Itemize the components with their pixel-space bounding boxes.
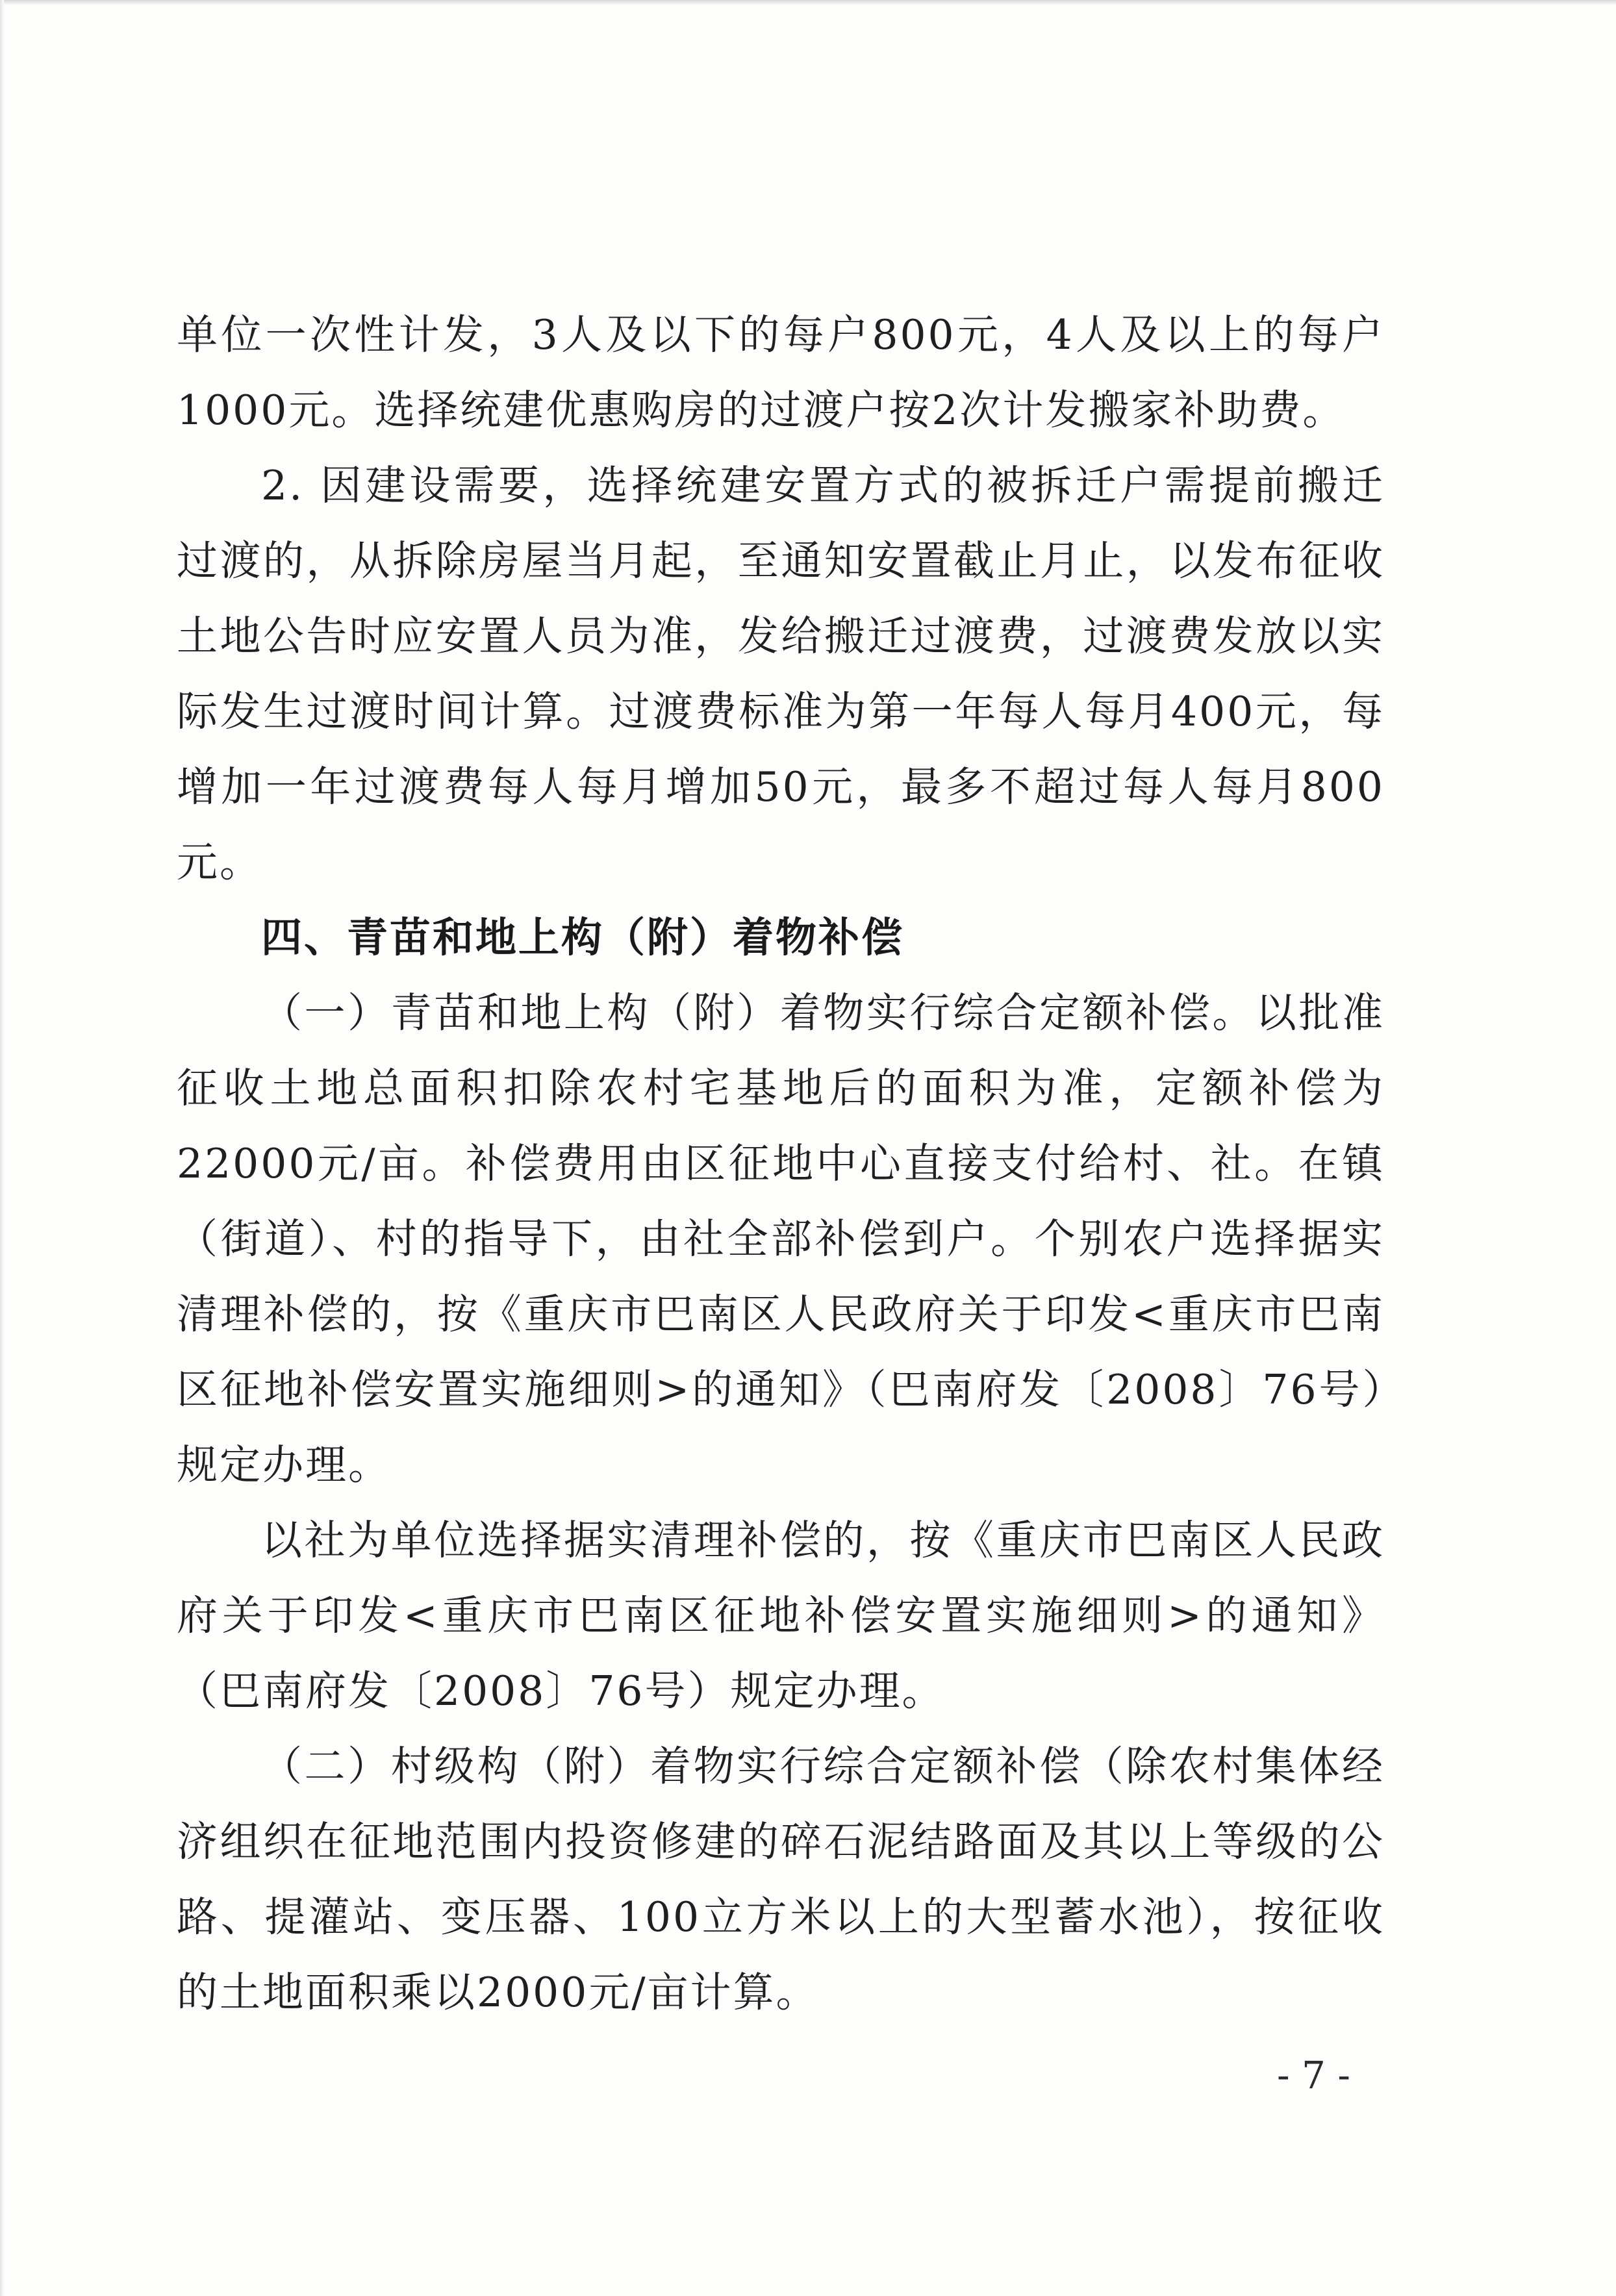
section-heading: 四、青苗和地上构（附）着物补偿 (261, 914, 904, 961)
document-body (177, 297, 1385, 2030)
paragraph-crop-compensation: （一）青苗和地上构（附）着物实行综合定额补偿。以批准征收土地总面积扣除农村宅基地后的面积为准，定额补偿为22000元/亩。补偿费用由区征地中心直接支付给村、社。在镇（街道）、村的指导下，由社全部补偿到户。个别农户选择据实清理补偿的，按《重庆市巴南区人民政府关于印发<重庆市巴南区征地补偿安置实施细则>的通知》（巴南府发〔2008〕76号）规定办理。 (177, 989, 1385, 1489)
page-number: - 7 - (1277, 2053, 1350, 2097)
paragraph-transition-fee: 2. 因建设需要，选择统建安置方式的被拆迁户需提前搬迁过渡的，从拆除房屋当月起，至通知安置截止月止，以发布征收土地公告时应安置人员为准，发给搬迁过渡费，过渡费发放以实际发生过渡时间计算。过渡费标准为第一年每人每月400元，每增加一年过渡费每人每月增加50元，最多不超过每人每月800元。 (177, 462, 1385, 886)
paragraph-cooperative-compensation: 以社为单位选择据实清理补偿的，按《重庆市巴南区人民政府关于印发<重庆市巴南区征地补偿安置实施细则>的通知》（巴南府发〔2008〕76号）规定办理。 (177, 1517, 1385, 1715)
paragraph-village-structures: （二）村级构（附）着物实行综合定额补偿（除农村集体经济组织在征地范围内投资修建的碎石泥结路面及其以上等级的公路、提灌站、变压器、100立方米以上的大型蓄水池），按征收的土地面积乘以2000元/亩计算。 (177, 1743, 1385, 2016)
paragraph-continuation: 单位一次性计发，3人及以下的每户800元，4人及以上的每户1000元。选择统建优惠购房的过渡户按2次计发搬家补助费。 (177, 311, 1385, 434)
scan-edge-left (0, 0, 4, 2296)
scan-edge-top (0, 0, 1616, 5)
